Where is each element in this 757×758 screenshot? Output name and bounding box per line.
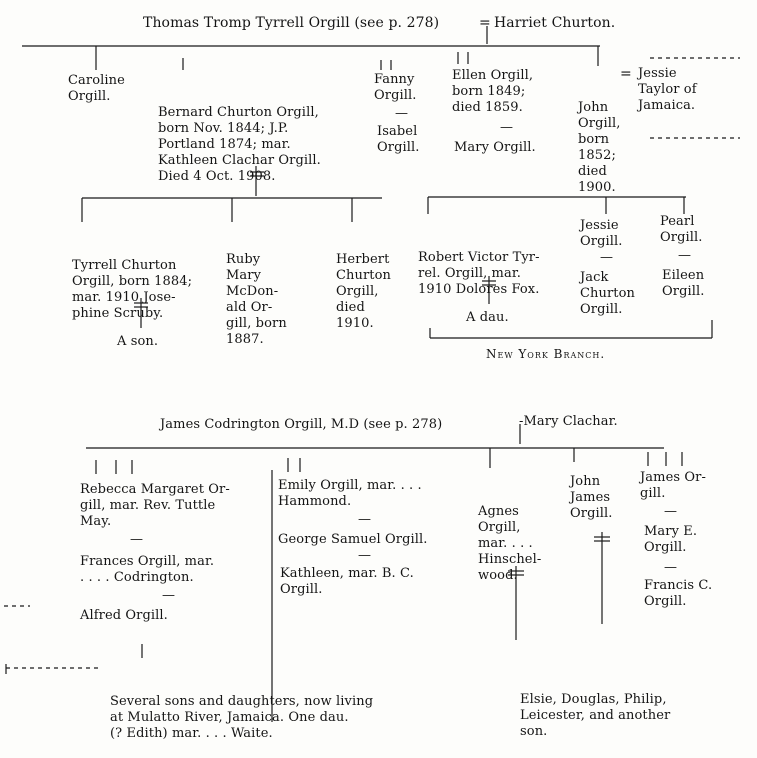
descent-dash: — [500,120,514,135]
person-john: John Orgill, born 1852; died 1900. [578,100,621,195]
note-several-children: Several sons and daughters, now living at Mulatto River, Jamaica. One dau. (? Edith) mar. . . . Waite. [110,694,374,741]
person-john-james: John James Orgill. [570,474,613,521]
person-pearl: Pearl Orgill. [660,214,703,245]
person-mary: Mary Orgill. [454,140,536,155]
person-frances: Frances Orgill, mar. . . . . Codrington. [80,554,215,585]
person-caroline: Caroline Orgill. [68,73,125,104]
person-kathleen: Kathleen, mar. B. C. Orgill. [280,566,414,597]
person-isabel: Isabel Orgill. [377,124,420,155]
person-ruby: Ruby Mary McDon- ald Or- gill, born 1887. [226,252,287,347]
person-francis: Francis C. Orgill. [644,578,713,609]
descent-dash: — [358,548,372,563]
person-agnes: Agnes Orgill, mar. . . . Hinschel- wood. [478,504,542,583]
family1-father: Thomas Tromp Tyrrell Orgill (see p. 278) [143,15,440,31]
person-alfred: Alfred Orgill. [80,608,168,623]
marriage-sign: = [620,66,632,82]
person-mary-e: Mary E. Orgill. [644,524,698,555]
family2-mother: -Mary Clachar. [519,414,618,429]
family2-father: James Codrington Orgill, M.D (see p. 278) [160,417,443,432]
descent-dash: — [358,512,372,527]
person-tyrrell: Tyrrell Churton Orgill, born 1884; mar. 1910 Jose- phine Scruby. [72,258,193,321]
descent-dash: — [600,250,614,265]
descent-dash: — [678,248,692,263]
descent-dash: — [130,532,144,547]
descent-dash: — [395,106,409,121]
person-jessie-orgill: Jessie Orgill. [580,218,623,249]
marriage-sign: = [479,15,491,31]
person-jack: Jack Churton Orgill. [580,270,636,317]
person-robert: Robert Victor Tyr- rel. Orgill, mar. 1910 Dolores Fox. [418,250,540,297]
descent-dash: — [664,504,678,519]
person-rebecca: Rebecca Margaret Or- gill, mar. Rev. Tuttle May. [80,482,230,529]
person-a-dau: A dau. [466,310,509,325]
note-elsie-douglas: Elsie, Douglas, Philip, Leicester, and another son. [520,692,671,739]
person-emily: Emily Orgill, mar. . . . Hammond. [278,478,422,509]
branch-label: New York Branch. [486,347,606,361]
descent-dash: — [162,588,176,603]
person-ellen: Ellen Orgill, born 1849; died 1859. [452,68,534,115]
person-george: George Samuel Orgill. [278,532,428,547]
person-eileen: Eileen Orgill. [662,268,705,299]
person-fanny: Fanny Orgill. [374,72,417,103]
person-a-son: A son. [117,334,159,349]
person-jessie-taylor: Jessie Taylor of Jamaica. [638,66,697,113]
person-james-orgill: James Or- gill. [640,470,706,501]
family1-mother: Harriet Churton. [494,15,616,31]
person-bernard: Bernard Churton Orgill, born Nov. 1844; J.P. Portland 1874; mar. Kathleen Clachar Orgill. Died 4 Oct. 1908. [158,105,321,184]
descent-dash: — [664,560,678,575]
person-herbert: Herbert Churton Orgill, died 1910. [336,252,392,331]
